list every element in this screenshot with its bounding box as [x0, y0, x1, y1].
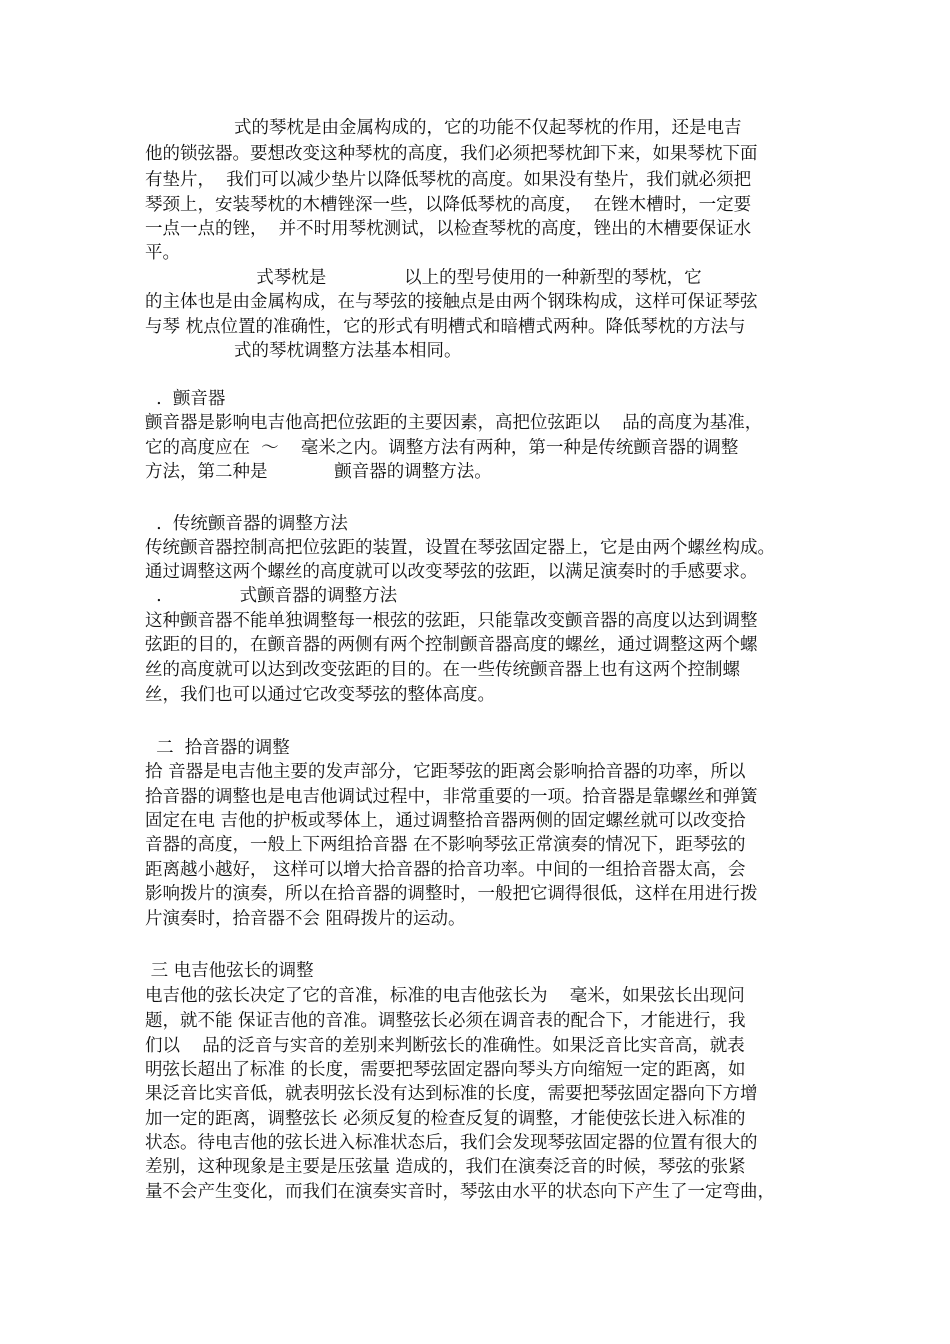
text-line: 明弦长超出了标准 的长度，需要把琴弦固定器向琴头方向缩短一定的距离，如: [145, 1060, 746, 1080]
text-line: 片演奏时，拾音器不会 阻碍拨片的运动。: [145, 909, 466, 929]
text-line: 有垫片， 我们可以减少垫片以降低琴枕的高度。如果没有垫片，我们就必须把: [145, 170, 752, 190]
text-line: 音器的高度，一般上下两组拾音器 在不影响琴弦正常演奏的情况下，距琴弦的: [145, 835, 746, 855]
section-heading: 三 电吉他弦长的调整: [145, 961, 314, 981]
section-heading: 二 拾音器的调整: [145, 738, 290, 758]
section-heading: . 颤音器: [145, 389, 226, 409]
text-line: 平。: [145, 243, 180, 263]
text-line: 距离越小越好， 这样可以增大拾音器的拾音功率。中间的一组拾音器太高，会: [145, 860, 746, 880]
text-line: 丝的高度就可以达到改变弦距的目的。在一些传统颤音器上也有这两个控制螺: [145, 660, 740, 680]
text-line: 传统颤音器控制高把位弦距的装置，设置在琴弦固定器上，它是由两个螺丝构成。: [145, 538, 775, 558]
text-line: 它的高度应在 ～ 毫米之内。调整方法有两种，第一种是传统颤音器的调整: [145, 438, 739, 458]
text-line: 与琴 枕点位置的准确性，它的形式有明槽式和暗槽式两种。降低琴枕的方法与: [145, 317, 746, 337]
text-line: 通过调整这两个螺丝的高度就可以改变琴弦的弦距，以满足演奏时的手感要求。: [145, 562, 758, 582]
text-line: 影响拨片的演奏，所以在拾音器的调整时，一般把它调得很低，这样在用进行拨: [145, 884, 758, 904]
text-line: 一点一点的锉， 并不时用琴枕测试，以检查琴枕的高度，锉出的木槽要保证水: [145, 219, 752, 239]
text-line: 状态。待电吉他的弦长进入标准状态后，我们会发现琴弦固定器的位置有很大的: [145, 1133, 758, 1153]
text-line: 弦距的目的，在颤音器的两侧有两个控制颤音器高度的螺丝，通过调整这两个螺: [145, 635, 758, 655]
text-line: 这种颤音器不能单独调整每一根弦的弦距，只能靠改变颤音器的高度以达到调整: [145, 611, 758, 631]
text-line: 加一定的距离，调整弦长 必须反复的检查反复的调整，才能使弦长进入标准的: [145, 1109, 746, 1129]
text-line: 丝，我们也可以通过它改变琴弦的整体高度。: [145, 685, 495, 705]
text-line: 方法，第二种是 颤音器的调整方法。: [145, 462, 492, 482]
text-line: 他的锁弦器。要想改变这种琴枕的高度，我们必须把琴枕卸下来，如果琴枕下面: [145, 144, 758, 164]
text-line: 果泛音比实音低，就表明弦长没有达到标准的长度，需要把琴弦固定器向下方增: [145, 1084, 758, 1104]
text-line: 拾 音器是电吉他主要的发声部分，它距琴弦的距离会影响拾音器的功率，所以: [145, 762, 746, 782]
text-line: 量不会产生变化，而我们在演奏实音时，琴弦由水平的状态向下产生了一定弯曲，: [145, 1182, 775, 1202]
text-line: 式的琴枕调整方法基本相同。: [145, 341, 462, 361]
text-line: 式琴枕是 以上的型号使用的一种新型的琴枕，它: [145, 268, 702, 288]
text-line: 电吉他的弦长决定了它的音准，标准的电吉他弦长为 毫米，如果弦长出现问: [145, 986, 745, 1006]
text-line: 拾音器的调整也是电吉他调试过程中，非常重要的一项。拾音器是靠螺丝和弹簧: [145, 787, 758, 807]
text-line: 差别，这种现象是主要是压弦量 造成的，我们在演奏泛音的时候，琴弦的张紧: [145, 1157, 746, 1177]
section-heading: . 式颤音器的调整方法: [145, 586, 398, 606]
section-heading: . 传统颤音器的调整方法: [145, 514, 348, 534]
text-line: 题，就不能 保证吉他的音准。调整弦长必须在调音表的配合下，才能进行，我: [145, 1011, 746, 1031]
text-line: 颤音器是影响电吉他高把位弦距的主要因素，高把位弦距以 品的高度为基准，: [145, 413, 763, 433]
text-line: 固定在电 吉他的护板或琴体上，通过调整拾音器两侧的固定螺丝就可以改变拾: [145, 811, 746, 831]
text-line: 们以 品的泛音与实音的差别来判断弦长的准确性。如果泛音比实音高，就表: [145, 1036, 745, 1056]
text-line: 式的琴枕是由金属构成的，它的功能不仅起琴枕的作用，还是电吉: [145, 118, 742, 138]
text-line: 琴颈上，安装琴枕的木槽锉深一些，以降低琴枕的高度， 在锉木槽时，一定要: [145, 195, 752, 215]
text-line: 的主体也是由金属构成，在与琴弦的接触点是由两个钢珠构成，这样可保证琴弦: [145, 292, 758, 312]
